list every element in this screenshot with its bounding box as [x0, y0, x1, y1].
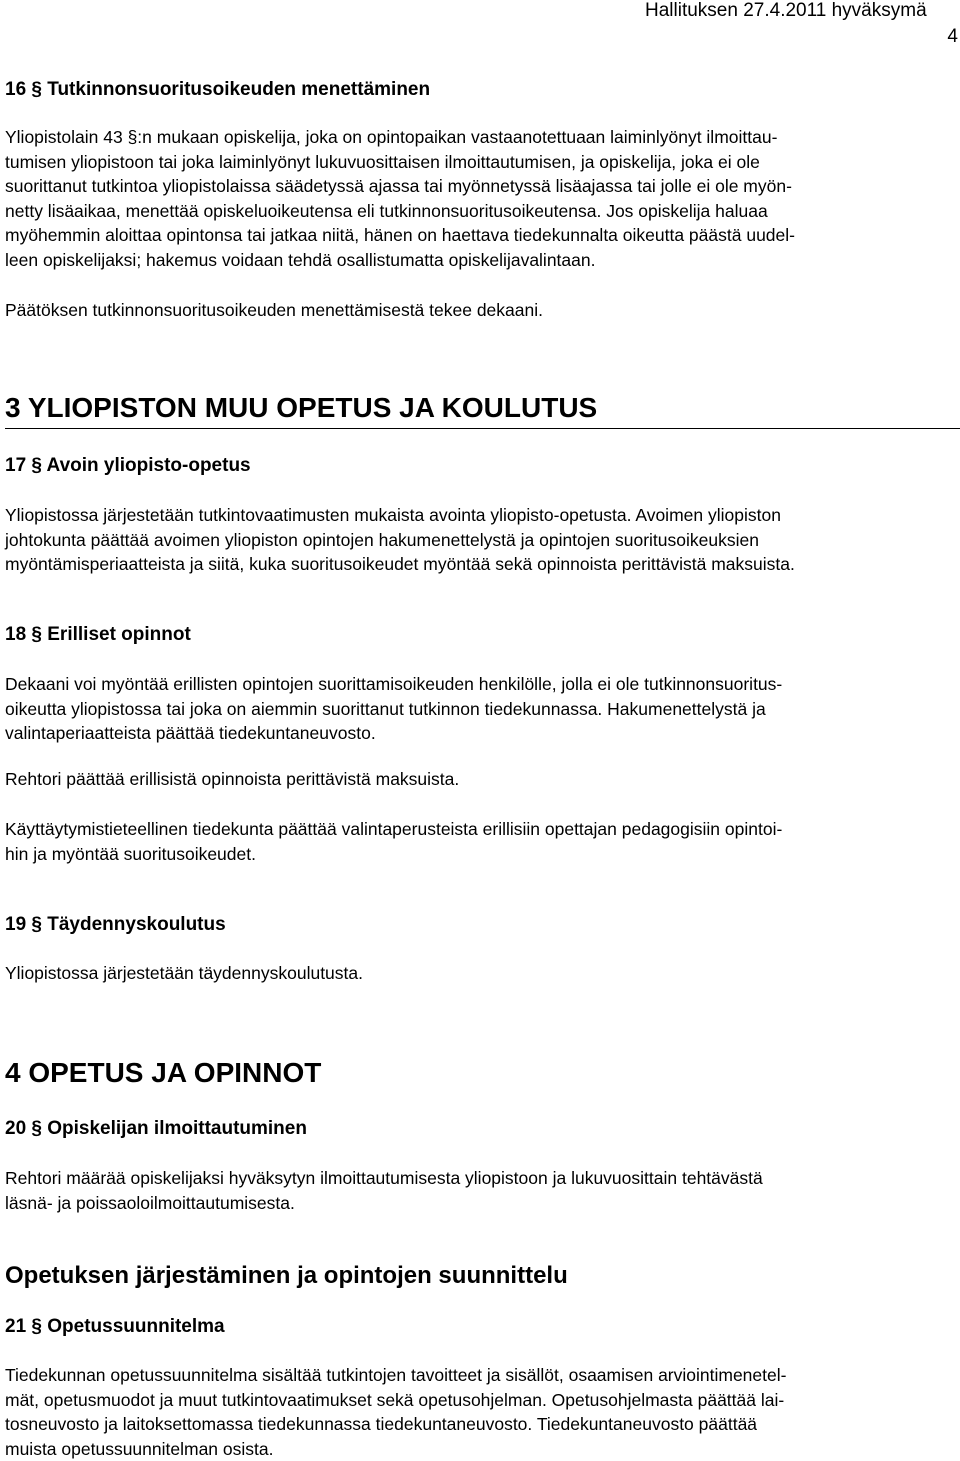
- page-number: 4: [947, 26, 958, 48]
- text-line: Yliopistolain 43 §:n mukaan opiskelija, joka on opintopaikan vastaanotettuaan laiminlyönyt ilmoittau-: [5, 125, 957, 150]
- text-line: tumisen yliopistoon tai joka laiminlyönyt lukuvuosittaisen ilmoittautumisen, ja opiskelija, joka ei ole: [5, 150, 957, 175]
- text-line: valintaperiaatteista päättää tiedekuntaneuvosto.: [5, 721, 957, 746]
- text-line: oikeutta yliopistossa tai joka on aiemmin suorittanut tutkinnon tiedekunnassa. Hakumenettelystä ja: [5, 697, 957, 722]
- header-title: Hallituksen 27.4.2011 hyväksymä: [645, 0, 960, 22]
- chapter-4-heading: 4 OPETUS JA OPINNOT: [5, 1057, 321, 1089]
- section-21-title: 21 § Opetussuunnitelma: [5, 1315, 225, 1339]
- text-line: muista opetussuunnitelman osista.: [5, 1437, 957, 1461]
- text-line: Rehtori määrää opiskelijaksi hyväksytyn ilmoittautumisesta yliopistoon ja lukuvuosittain tehtävästä: [5, 1166, 957, 1191]
- section-19-title: 19 § Täydennyskoulutus: [5, 913, 226, 937]
- text-line: leen opiskelijaksi; hakemus voidaan tehdä osallistumatta opiskelijavalintaan.: [5, 248, 957, 273]
- text-line: mät, opetusmuodot ja muut tutkintovaatimukset sekä opetusohjelman. Opetusohjelmasta päättää lai-: [5, 1388, 957, 1413]
- section-18-paragraph-3: [5, 817, 957, 866]
- text-line: Tiedekunnan opetussuunnitelma sisältää tutkintojen tavoitteet ja sisällöt, osaamisen arviointimenetel-: [5, 1363, 957, 1388]
- text-line: Dekaani voi myöntää erillisten opintojen suorittamisoikeuden henkilölle, jolla ei ole tutkinnonsuoritus-: [5, 672, 957, 697]
- subheading-opetuksen-jarjestaminen: Opetuksen järjestäminen ja opintojen suunnittelu: [5, 1262, 568, 1290]
- text-line: myöntämisperiaatteista ja siitä, kuka suoritusoikeudet myöntää sekä opinnoista perittävistä maksuista.: [5, 552, 957, 577]
- section-16-paragraph-1: [5, 125, 957, 272]
- chapter-3-heading: 3 YLIOPISTON MUU OPETUS JA KOULUTUS: [5, 392, 960, 429]
- section-18-paragraph-2: Rehtori päättää erillisistä opinnoista perittävistä maksuista.: [5, 767, 957, 792]
- section-17-title: 17 § Avoin yliopisto-opetus: [5, 454, 251, 478]
- text-line: Käyttäytymistieteellinen tiedekunta päättää valintaperusteista erillisiin opettajan pedagogisiin opintoi-: [5, 817, 957, 842]
- text-line: johtokunta päättää avoimen yliopiston opintojen hakumenettelystä ja opintojen suoritusoikeuksien: [5, 528, 957, 553]
- section-20-paragraph-1: [5, 1166, 957, 1215]
- text-line: myöhemmin aloittaa opintonsa tai jatkaa niitä, hänen on haettava tiedekunnalta oikeutta päästä uudel-: [5, 223, 957, 248]
- text-line: netty lisäaikaa, menettää opiskeluoikeutensa eli tutkinnonsuoritusoikeutensa. Jos opiskelija haluaa: [5, 199, 957, 224]
- text-line: suorittanut tutkintoa yliopistolaissa säädetyssä ajassa tai myönnetyssä lisäajassa tai jolle ei ole myön-: [5, 174, 957, 199]
- text-line: tosneuvosto ja laitoksettomassa tiedekunnassa tiedekuntaneuvosto. Tiedekuntaneuvosto päättää: [5, 1412, 957, 1437]
- section-18-paragraph-1: [5, 672, 957, 746]
- text-line: Yliopistossa järjestetään tutkintovaatimusten mukaista avointa yliopisto-opetusta. Avoimen yliopiston: [5, 503, 957, 528]
- section-16-paragraph-2: Päätöksen tutkinnonsuoritusoikeuden menettämisestä tekee dekaani.: [5, 298, 957, 323]
- section-17-paragraph-1: [5, 503, 957, 577]
- section-18-title: 18 § Erilliset opinnot: [5, 623, 191, 647]
- page-header: [0, 0, 960, 50]
- section-19-paragraph-1: Yliopistossa järjestetään täydennyskoulutusta.: [5, 961, 957, 986]
- section-21-paragraph-1: [5, 1363, 957, 1461]
- text-line: läsnä- ja poissaoloilmoittautumisesta.: [5, 1191, 957, 1216]
- section-16-title: 16 § Tutkinnonsuoritusoikeuden menettäminen: [5, 78, 430, 102]
- text-line: hin ja myöntää suoritusoikeudet.: [5, 842, 957, 867]
- section-20-title: 20 § Opiskelijan ilmoittautuminen: [5, 1117, 307, 1141]
